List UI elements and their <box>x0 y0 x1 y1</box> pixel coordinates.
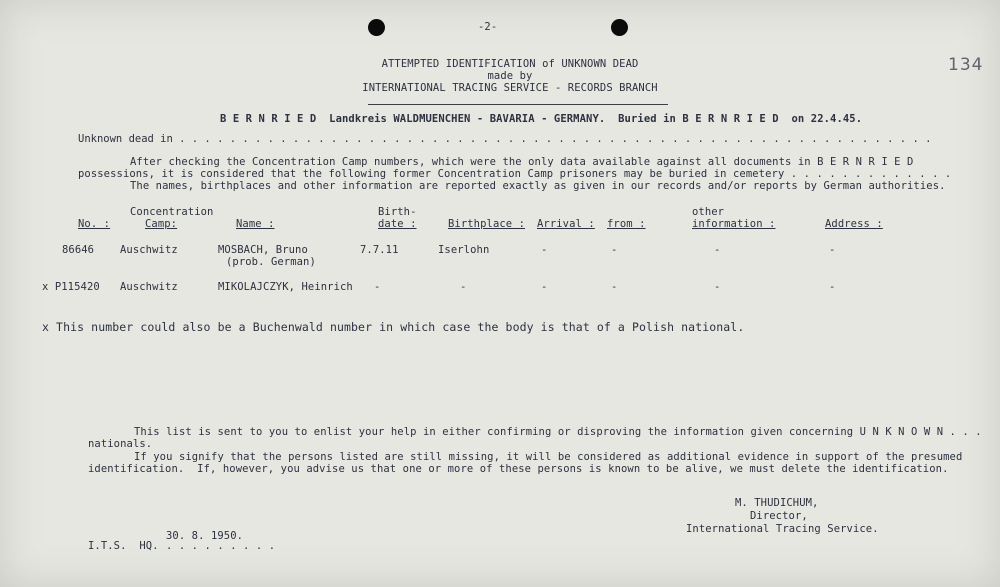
row-from: - <box>611 244 618 256</box>
title-divider <box>368 104 668 105</box>
intro-line-2: possessions, it is considered that the following former Concentration Camp prisoners may be buried in cemetery . . . . . . . . . . . . . <box>78 168 952 180</box>
row-other: - <box>714 281 721 293</box>
header-address: Address : <box>825 218 883 230</box>
row-camp: Auschwitz <box>120 281 178 293</box>
title-line-2: made by <box>487 70 533 82</box>
footer-label: I.T.S. HQ. <box>88 540 159 552</box>
header-other: information : <box>692 218 776 230</box>
punch-hole-left <box>368 19 385 36</box>
row-birthplace: - <box>460 281 467 293</box>
signature-title: Director, <box>750 510 808 522</box>
row-from: - <box>611 281 618 293</box>
header-camp: Camp: <box>145 218 178 230</box>
file-number-stamp: 134 <box>948 55 984 75</box>
header-from: from : <box>607 218 646 230</box>
footnote: x This number could also be a Buchenwald number in which case the body is that of a Polish national. <box>42 320 745 334</box>
closing-line-2: nationals. <box>88 438 153 450</box>
row-no: 86646 <box>62 244 95 256</box>
footer-dots: . . . . . . . . . <box>166 540 276 552</box>
header-birthdate-top: Birth- <box>378 206 417 218</box>
row-birthplace: Iserlohn <box>438 244 490 256</box>
row-arrival: - <box>541 244 548 256</box>
header-other-top: other <box>692 206 725 218</box>
row-address: - <box>829 244 836 256</box>
intro-line-3: The names, birthplaces and other information are reported exactly as given in our records and/or reports by German authorities. <box>130 180 946 192</box>
header-no: No. : <box>78 218 111 230</box>
punch-hole-right <box>611 19 628 36</box>
page-number: -2- <box>478 21 498 33</box>
intro-line-1: After checking the Concentration Camp numbers, which were the only data available against all documents in B E R N R I E D <box>130 156 914 168</box>
signature-org: International Tracing Service. <box>686 523 879 535</box>
row-address: - <box>829 281 836 293</box>
header-name: Name : <box>236 218 275 230</box>
header-birthplace: Birthplace : <box>448 218 526 230</box>
row-arrival: - <box>541 281 548 293</box>
row-name: MIKOLAJCZYK, Heinrich <box>218 281 353 293</box>
signature-name: M. THUDICHUM, <box>735 497 819 509</box>
row-birthdate: - <box>374 281 381 293</box>
closing-line-1: This list is sent to you to enlist your help in either confirming or disproving the information given concerning U N K N O W N . . . <box>134 426 982 438</box>
row-other: - <box>714 244 721 256</box>
title-line-1: ATTEMPTED IDENTIFICATION of UNKNOWN DEAD <box>381 58 639 70</box>
row-name-note: (prob. German) <box>226 256 316 268</box>
header-camp-top: Concentration <box>130 206 214 218</box>
footer-date: 30. 8. 1950. <box>166 530 244 542</box>
title-line-3: INTERNATIONAL TRACING SERVICE - RECORDS BRANCH <box>362 82 658 94</box>
closing-line-3: If you signify that the persons listed are still missing, it will be considered as additional evidence in support of the presumed <box>134 451 963 463</box>
closing-line-4: identification. If, however, you advise us that one or more of these persons is known to be alive, we must delete the identification. <box>88 463 949 475</box>
row-name: MOSBACH, Bruno <box>218 244 308 256</box>
header-birthdate: date : <box>378 218 417 230</box>
header-arrival: Arrival : <box>537 218 595 230</box>
unknown-dead-line: Unknown dead in . . . . . . . . . . . . . . . . . . . . . . . . . . . . . . . . . . . . . . . . . . . . . . . . . . . . . . . . . . . . <box>78 133 932 145</box>
row-no: x P115420 <box>42 281 100 293</box>
row-camp: Auschwitz <box>120 244 178 256</box>
row-birthdate: 7.7.11 <box>360 244 399 256</box>
location-line: B E R N R I E D Landkreis WALDMUENCHEN - BAVARIA - GERMANY. Buried in B E R N R I E D on 22.4.45. <box>220 113 863 125</box>
